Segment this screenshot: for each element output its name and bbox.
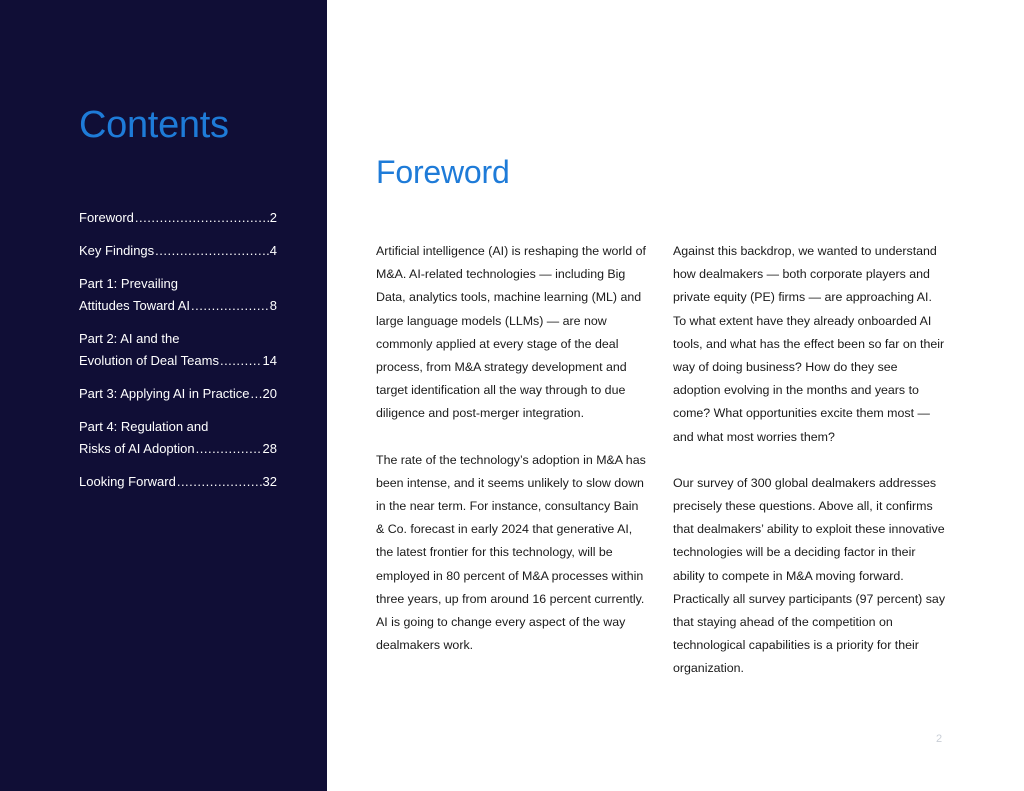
body-paragraph: Artificial intelligence (AI) is reshaping the world of M&A. AI-related technologies — including Big Data, analytics tools, machine learning (ML) and large language models (LLMs) — are now commonly applied at every stage of the deal process, from M&A strategy development and target identification all the way through to due diligence and post-merger integration. bbox=[376, 244, 646, 421]
toc-item-part-3[interactable] bbox=[79, 383, 277, 405]
left-text-column bbox=[376, 240, 648, 680]
toc-item-part-1[interactable] bbox=[79, 273, 277, 317]
contents-sidebar bbox=[0, 0, 327, 791]
toc-item-part-4[interactable] bbox=[79, 416, 277, 460]
toc-page-number: 14 bbox=[262, 353, 277, 368]
body-paragraph: Against this backdrop, we wanted to understand how dealmakers — both corporate players and private equity (PE) firms — are approaching AI. To what extent have they already onboarded AI tools, and what has the effect been so far on their way of doing business? How do they see adoption evolving in the months and years to come? What opportunities excite them most — and what most worries them? bbox=[673, 244, 945, 444]
toc-entry-label: Risks of AI Adoption bbox=[79, 441, 195, 456]
toc-entry-line bbox=[79, 240, 277, 262]
toc-page-number: 28 bbox=[262, 441, 277, 456]
toc-entry-label: Foreword bbox=[79, 210, 134, 225]
toc-entry-label: Key Findings bbox=[79, 243, 155, 258]
toc-entry-line bbox=[79, 350, 277, 372]
toc-page-number: 4 bbox=[269, 243, 277, 258]
toc-dot-leader bbox=[177, 471, 262, 493]
toc-entry-line bbox=[79, 471, 277, 493]
toc-dot-leader bbox=[196, 438, 262, 460]
contents-title: Contents bbox=[79, 104, 229, 146]
toc-entry-label: Evolution of Deal Teams bbox=[79, 353, 219, 368]
toc-entry-label: Part 3: Applying AI in Practice bbox=[79, 386, 250, 401]
toc-page-number: 2 bbox=[269, 210, 277, 225]
toc-item-key-findings[interactable] bbox=[79, 240, 277, 262]
toc-page-number: 8 bbox=[269, 298, 277, 313]
toc-entry-line bbox=[79, 295, 277, 317]
body-paragraph: Our survey of 300 global dealmakers addresses precisely these questions. Above all, it confirms that dealmakers’ ability to exploit these innovative technologies will be a deciding factor in their ability to compete in M&A moving forward. Practically all survey participants (97 percent) say that staying ahead of the competition on technological capabilities is a priority for their organization. bbox=[673, 475, 946, 676]
toc-entry-label: Looking Forward bbox=[79, 474, 176, 489]
toc-page-number: 32 bbox=[262, 474, 277, 489]
toc-dot-leader bbox=[191, 295, 269, 317]
toc-entry-line bbox=[79, 207, 277, 229]
toc-item-looking-forward[interactable] bbox=[79, 471, 277, 493]
right-text-column bbox=[673, 240, 945, 704]
toc-dot-leader bbox=[220, 350, 262, 372]
toc-entry-label: Attitudes Toward AI bbox=[79, 298, 191, 313]
toc-item-foreword[interactable] bbox=[79, 207, 277, 229]
page-number: 2 bbox=[936, 733, 943, 745]
toc-page-number: 20 bbox=[262, 386, 277, 401]
body-paragraph: The rate of the technology’s adoption in M&A has been intense, and it seems unlikely to slow down in the near term. For instance, consultancy Bain & Co. forecast in early 2024 that generative AI, the latest frontier for this technology, will be employed in 80 percent of M&A processes within three years, up from around 16 percent currently. AI is going to change every aspect of the way dealmakers work. bbox=[376, 452, 646, 653]
toc-dot-leader bbox=[155, 240, 269, 262]
toc-dot-leader bbox=[135, 207, 269, 229]
table-of-contents bbox=[79, 207, 277, 504]
toc-entry-label-line-1: Part 4: Regulation and bbox=[79, 419, 209, 434]
toc-entry-label-line-1: Part 1: Prevailing bbox=[79, 276, 178, 291]
toc-item-part-2[interactable] bbox=[79, 328, 277, 372]
page-title: Foreword bbox=[376, 154, 510, 190]
toc-entry-line bbox=[79, 438, 277, 460]
toc-entry-line bbox=[79, 383, 277, 405]
toc-dot-leader bbox=[251, 383, 262, 405]
toc-entry-label-line-1: Part 2: AI and the bbox=[79, 331, 180, 346]
